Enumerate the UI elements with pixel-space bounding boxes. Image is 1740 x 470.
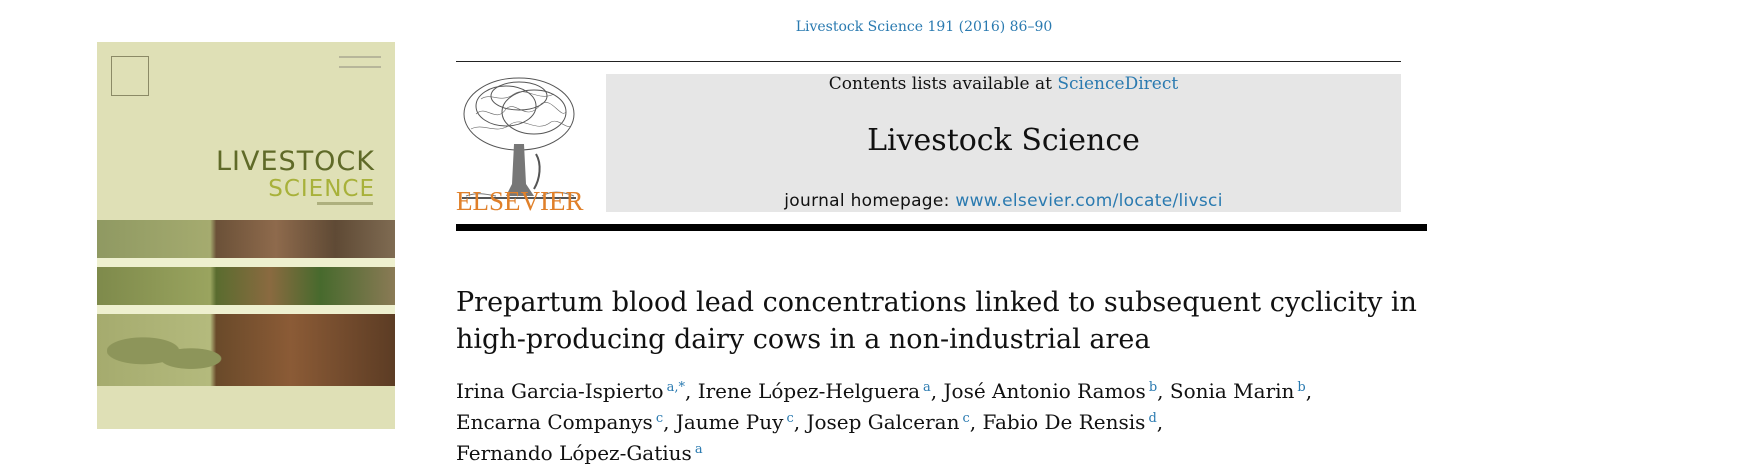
author-name: Fabio De Rensis (982, 410, 1146, 434)
affiliation-link[interactable]: b (1297, 380, 1306, 395)
author-list (456, 374, 1436, 467)
affiliation-link[interactable]: d (1148, 411, 1157, 426)
author-name: Jaume Puy (675, 410, 784, 434)
cover-issn-mark (339, 56, 381, 68)
author-name: Sonia Marin (1169, 379, 1295, 403)
author-separator: , (663, 410, 676, 434)
cover-world-map (107, 330, 227, 382)
author-separator: , (1305, 379, 1313, 403)
author-line (456, 405, 1436, 436)
contents-availability (606, 74, 1401, 94)
journal-citation[interactable]: Livestock Science 191 (2016) 86–90 (795, 19, 1053, 35)
journal-title: Livestock Science (867, 123, 1140, 158)
cover-title-line1: LIVESTOCK (216, 146, 375, 177)
contents-prefix: Contents lists available at (828, 74, 1058, 94)
affiliation-link[interactable]: c (786, 411, 794, 426)
author-separator: , (1156, 410, 1164, 434)
author-separator: , (969, 410, 983, 434)
affiliation-link[interactable]: b (1148, 380, 1158, 395)
cover-photo-band (97, 267, 395, 305)
author-line (456, 436, 1436, 467)
author-name: Irene López-Helguera (697, 379, 921, 403)
journal-cover-image (97, 42, 395, 429)
cover-divider (97, 258, 395, 267)
cover-photo-band (97, 220, 395, 258)
article-title-line: Prepartum blood lead concentrations linked to subsequent cyclicity in (456, 287, 1417, 318)
elsevier-wordmark[interactable]: ELSEVIER (456, 186, 584, 216)
homepage-link[interactable]: www.elsevier.com/locate/livsci (955, 191, 1223, 211)
cover-subtitle-mark (317, 202, 373, 205)
affiliation-link[interactable]: c (962, 411, 970, 426)
author-separator: , (685, 379, 698, 403)
cover-elsevier-logo-icon (111, 56, 149, 96)
author-separator: , (1157, 379, 1170, 403)
sciencedirect-link[interactable]: ScienceDirect (1057, 74, 1179, 94)
homepage-prefix: journal homepage: (784, 191, 956, 211)
article-title-line: high-producing dairy cows in a non-industrial area (456, 324, 1151, 355)
author-separator: , (930, 379, 944, 403)
affiliation-link[interactable]: a,* (666, 380, 685, 395)
cover-title-line2: SCIENCE (268, 176, 375, 202)
author-name: Josep Galceran (806, 410, 960, 434)
article-title (456, 284, 1436, 358)
header-thick-rule (456, 224, 1427, 231)
affiliation-link[interactable]: c (655, 411, 664, 426)
header-rule (456, 61, 1401, 62)
affiliation-link[interactable]: a (923, 380, 931, 395)
cover-divider (97, 305, 395, 314)
author-name: Irina Garcia-Ispierto (456, 379, 664, 403)
author-separator: , (793, 410, 807, 434)
author-name: Fernando López-Gatius (456, 441, 692, 465)
author-name: Encarna Companys (456, 410, 653, 434)
journal-homepage (606, 191, 1401, 211)
affiliation-link[interactable]: a (694, 442, 703, 457)
author-name: José Antonio Ramos (943, 379, 1146, 403)
journal-banner (606, 74, 1401, 212)
author-line (456, 374, 1436, 405)
